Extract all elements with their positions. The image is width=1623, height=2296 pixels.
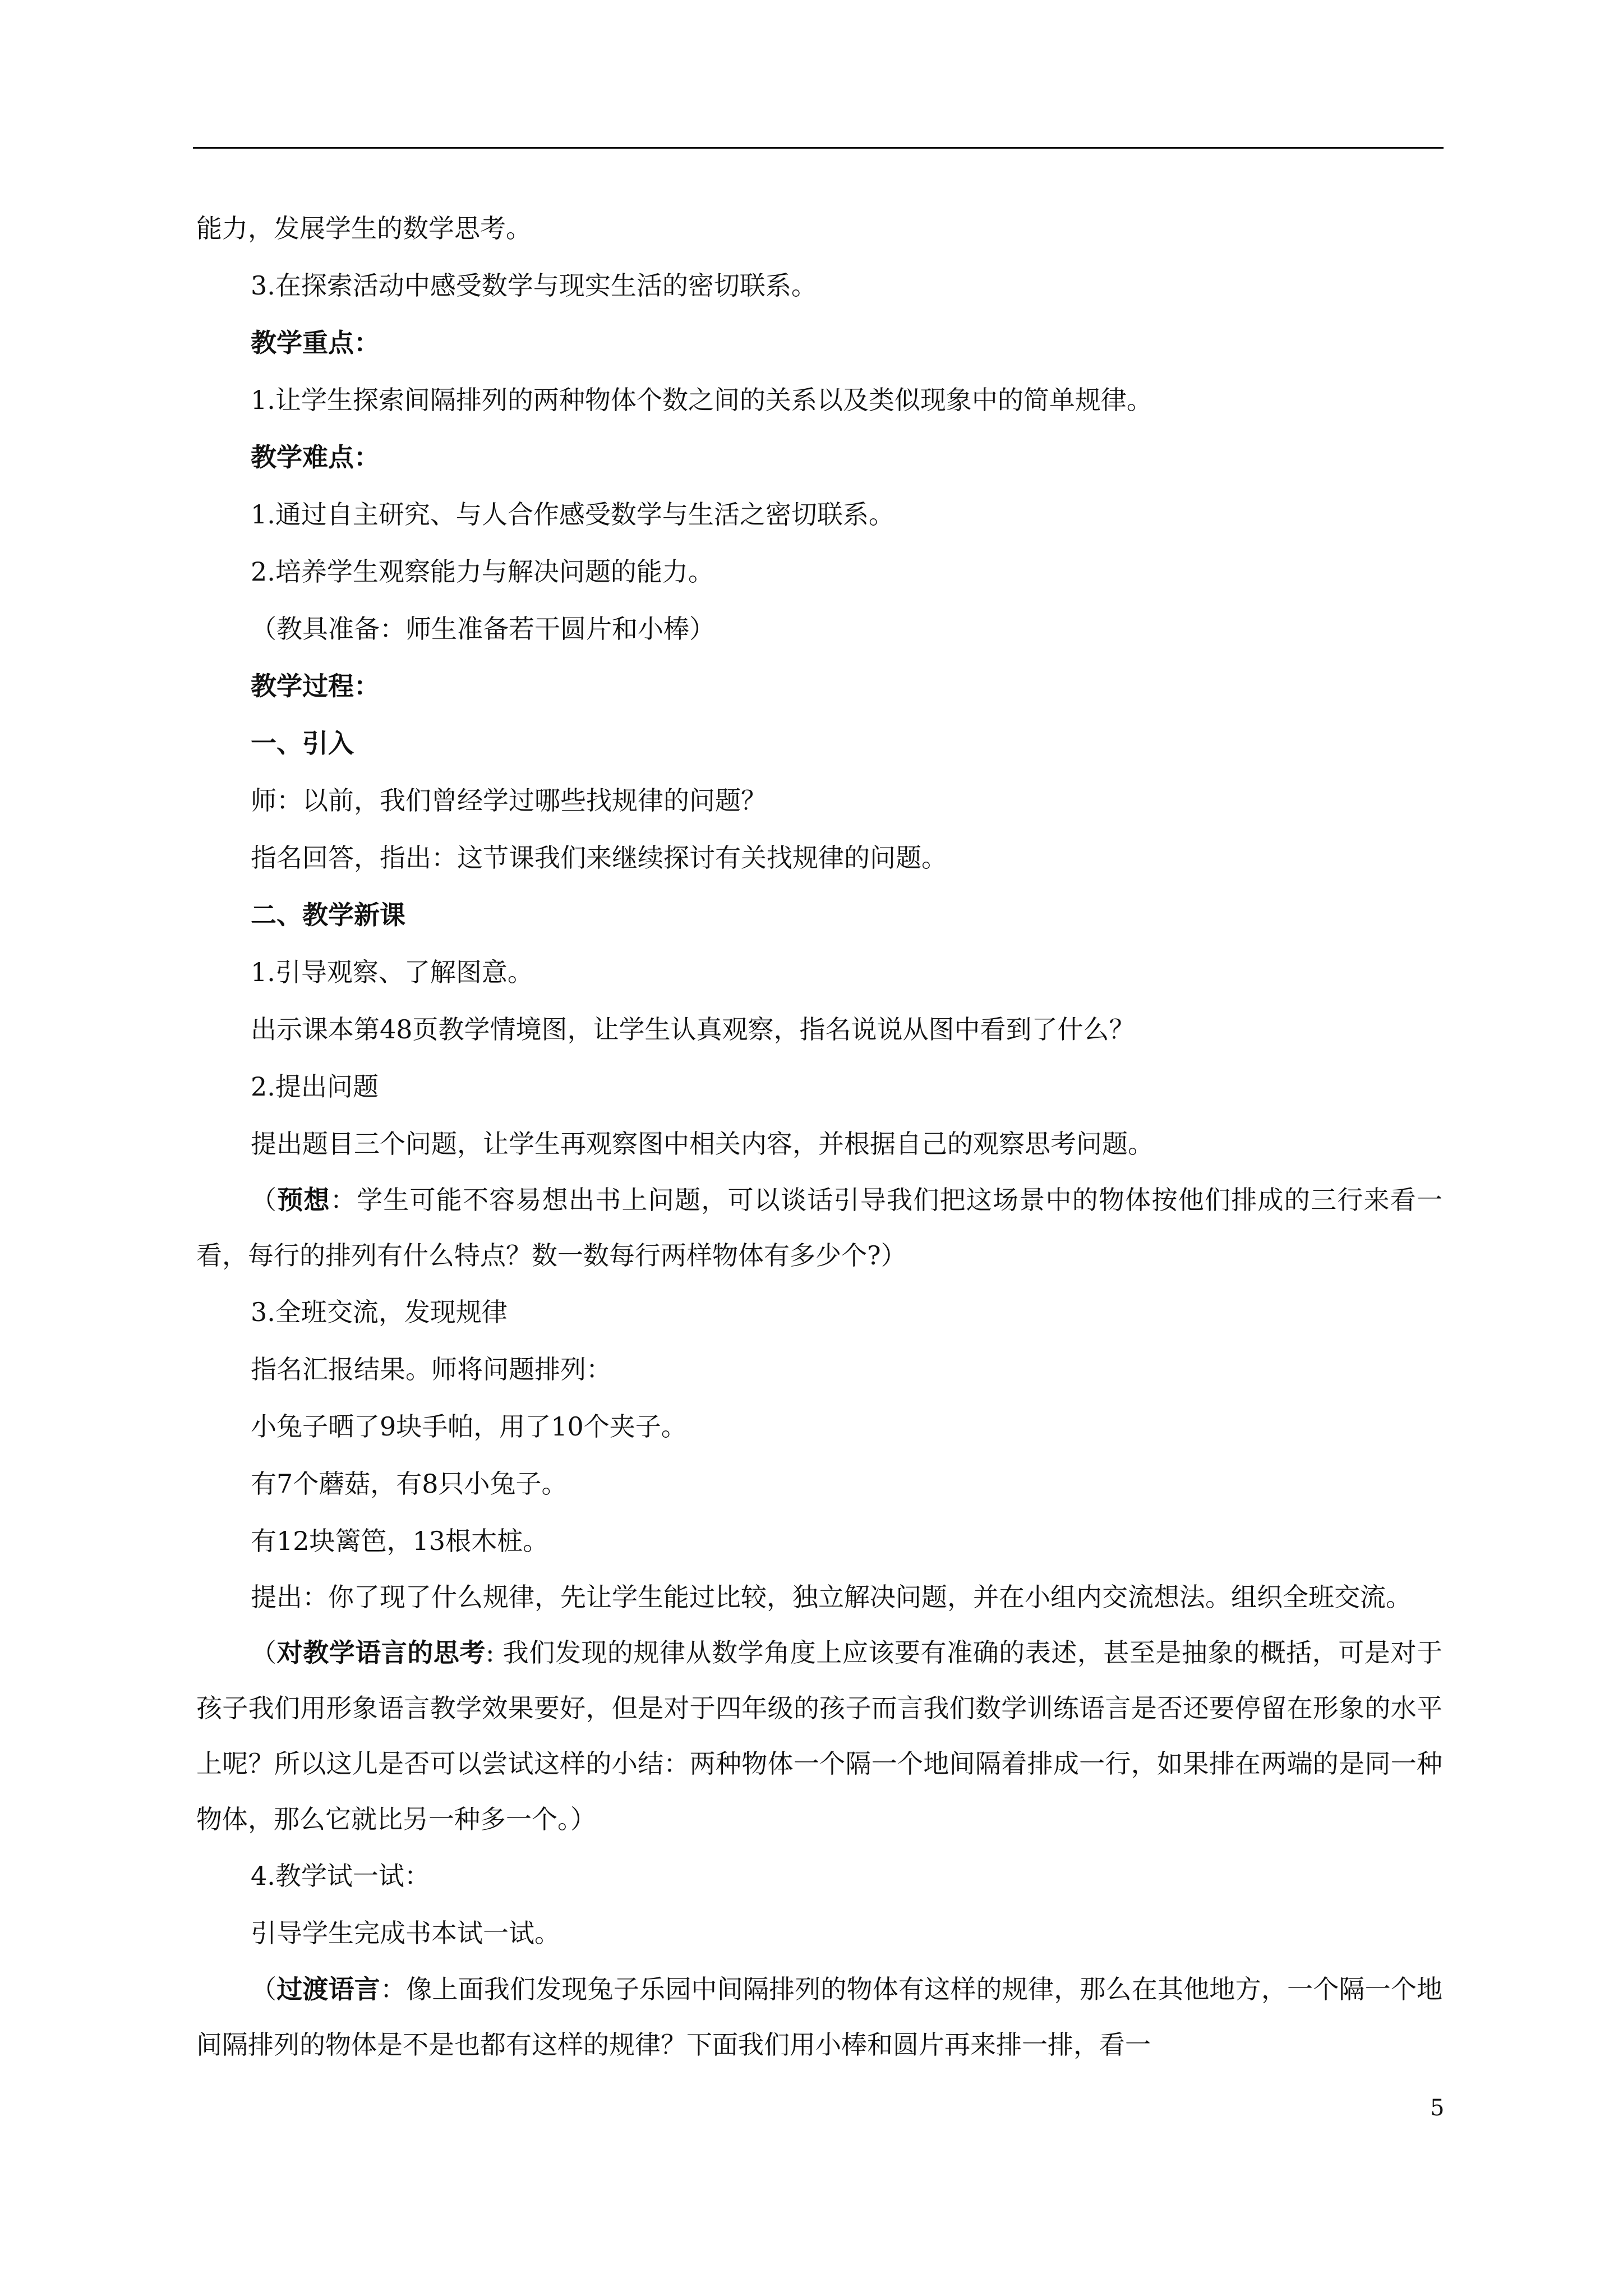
paragraph: 1.让学生探索间隔排列的两种物体个数之间的关系以及类似现象中的简单规律。 bbox=[251, 385, 1152, 415]
note-text: ：学生可能不容易想出书上问题，可以谈话引导我们把这场景中的物体按他们排成的三行来看一看，每行的排列有什么特点？数一数每行两样物体有多少个?） bbox=[196, 1185, 1442, 1271]
paragraph: 指名汇报结果。师将问题排列： bbox=[251, 1354, 612, 1384]
note-text: ：像上面我们发现兔子乐园中间隔排列的物体有这样的规律，那么在其他地方，一个隔一个地间隔排列的物体是不是也都有这样的规律？下面我们用小棒和圆片再来排一排，看一 bbox=[196, 1974, 1443, 2060]
paragraph: （教具准备：师生准备若干圆片和小棒） bbox=[251, 614, 715, 644]
note-label: 过渡语言 bbox=[276, 1974, 381, 2004]
paragraph: 能力，发展学生的数学思考。 bbox=[196, 213, 532, 243]
paragraph: 2.提出问题 bbox=[251, 1071, 379, 1102]
header-rule bbox=[193, 147, 1444, 149]
paragraph: 有7个蘑菇，有8只小兔子。 bbox=[251, 1469, 568, 1499]
paragraph: 师：以前，我们曾经学过哪些找规律的问题？ bbox=[251, 785, 767, 816]
note-text: : 我们发现的规律从数学角度上应该要有准确的表述，甚至是抽象的概括，可是对于孩子我们用形象语言教学效果要好，但是对于四年级的孩子而言我们数学训练语言是否还要停留在形象的水平上呢？所以这儿是否可以尝试这样的小结：两种物体一个隔一个地间隔着排成一行，如果排在两端的是同一种物体，那么它就比另一种多一个。） bbox=[196, 1637, 1443, 1834]
paren-open: （ bbox=[251, 1974, 277, 2004]
note-label: 对教学语言的思考 bbox=[276, 1637, 486, 1668]
paragraph: 小兔子晒了9块手帕，用了10个夹子。 bbox=[251, 1411, 687, 1442]
section-heading: 二、教学新课 bbox=[251, 900, 405, 930]
paragraph: 提出题目三个问题，让学生再观察图中相关内容，并根据自己的观察思考问题。 bbox=[251, 1129, 1154, 1159]
paren-open: （ bbox=[251, 1185, 278, 1215]
paragraph: 有12块篱笆，13根木桩。 bbox=[251, 1526, 549, 1556]
section-heading: 一、引入 bbox=[251, 728, 354, 758]
section-heading: 教学重点： bbox=[251, 328, 380, 358]
paragraph: 3.全班交流，发现规律 bbox=[251, 1297, 508, 1327]
paragraph: 出示课本第48页教学情境图，让学生认真观察，指名说说从图中看到了什么？ bbox=[251, 1014, 1135, 1045]
paragraph: 4.教学试一试： bbox=[251, 1861, 430, 1891]
document-body bbox=[196, 200, 1442, 2073]
paragraph: 指名回答，指出：这节课我们来继续探讨有关找规律的问题。 bbox=[251, 843, 947, 873]
annotated-paragraph bbox=[196, 1962, 1442, 2073]
paragraph: 2.培养学生观察能力与解决问题的能力。 bbox=[251, 556, 714, 587]
paragraph: 3.在探索活动中感受数学与现实生活的密切联系。 bbox=[251, 270, 817, 301]
paragraph: 1.通过自主研究、与人合作感受数学与生活之密切联系。 bbox=[251, 499, 895, 530]
paragraph: 1.引导观察、了解图意。 bbox=[251, 957, 533, 987]
annotated-paragraph bbox=[196, 1172, 1442, 1283]
annotated-paragraph bbox=[196, 1625, 1442, 1847]
section-heading: 教学难点： bbox=[251, 442, 380, 472]
note-label: 预想 bbox=[277, 1185, 330, 1215]
paragraph: 引导学生完成书本试一试。 bbox=[251, 1918, 560, 1948]
page-number: 5 bbox=[1430, 2095, 1445, 2121]
section-heading: 教学过程： bbox=[251, 671, 380, 701]
paren-open: （ bbox=[251, 1637, 277, 1668]
paragraph: 提出：你了现了什么规律，先让学生能过比较，独立解决问题，并在小组内交流想法。组织全班交流。 bbox=[251, 1582, 1412, 1612]
